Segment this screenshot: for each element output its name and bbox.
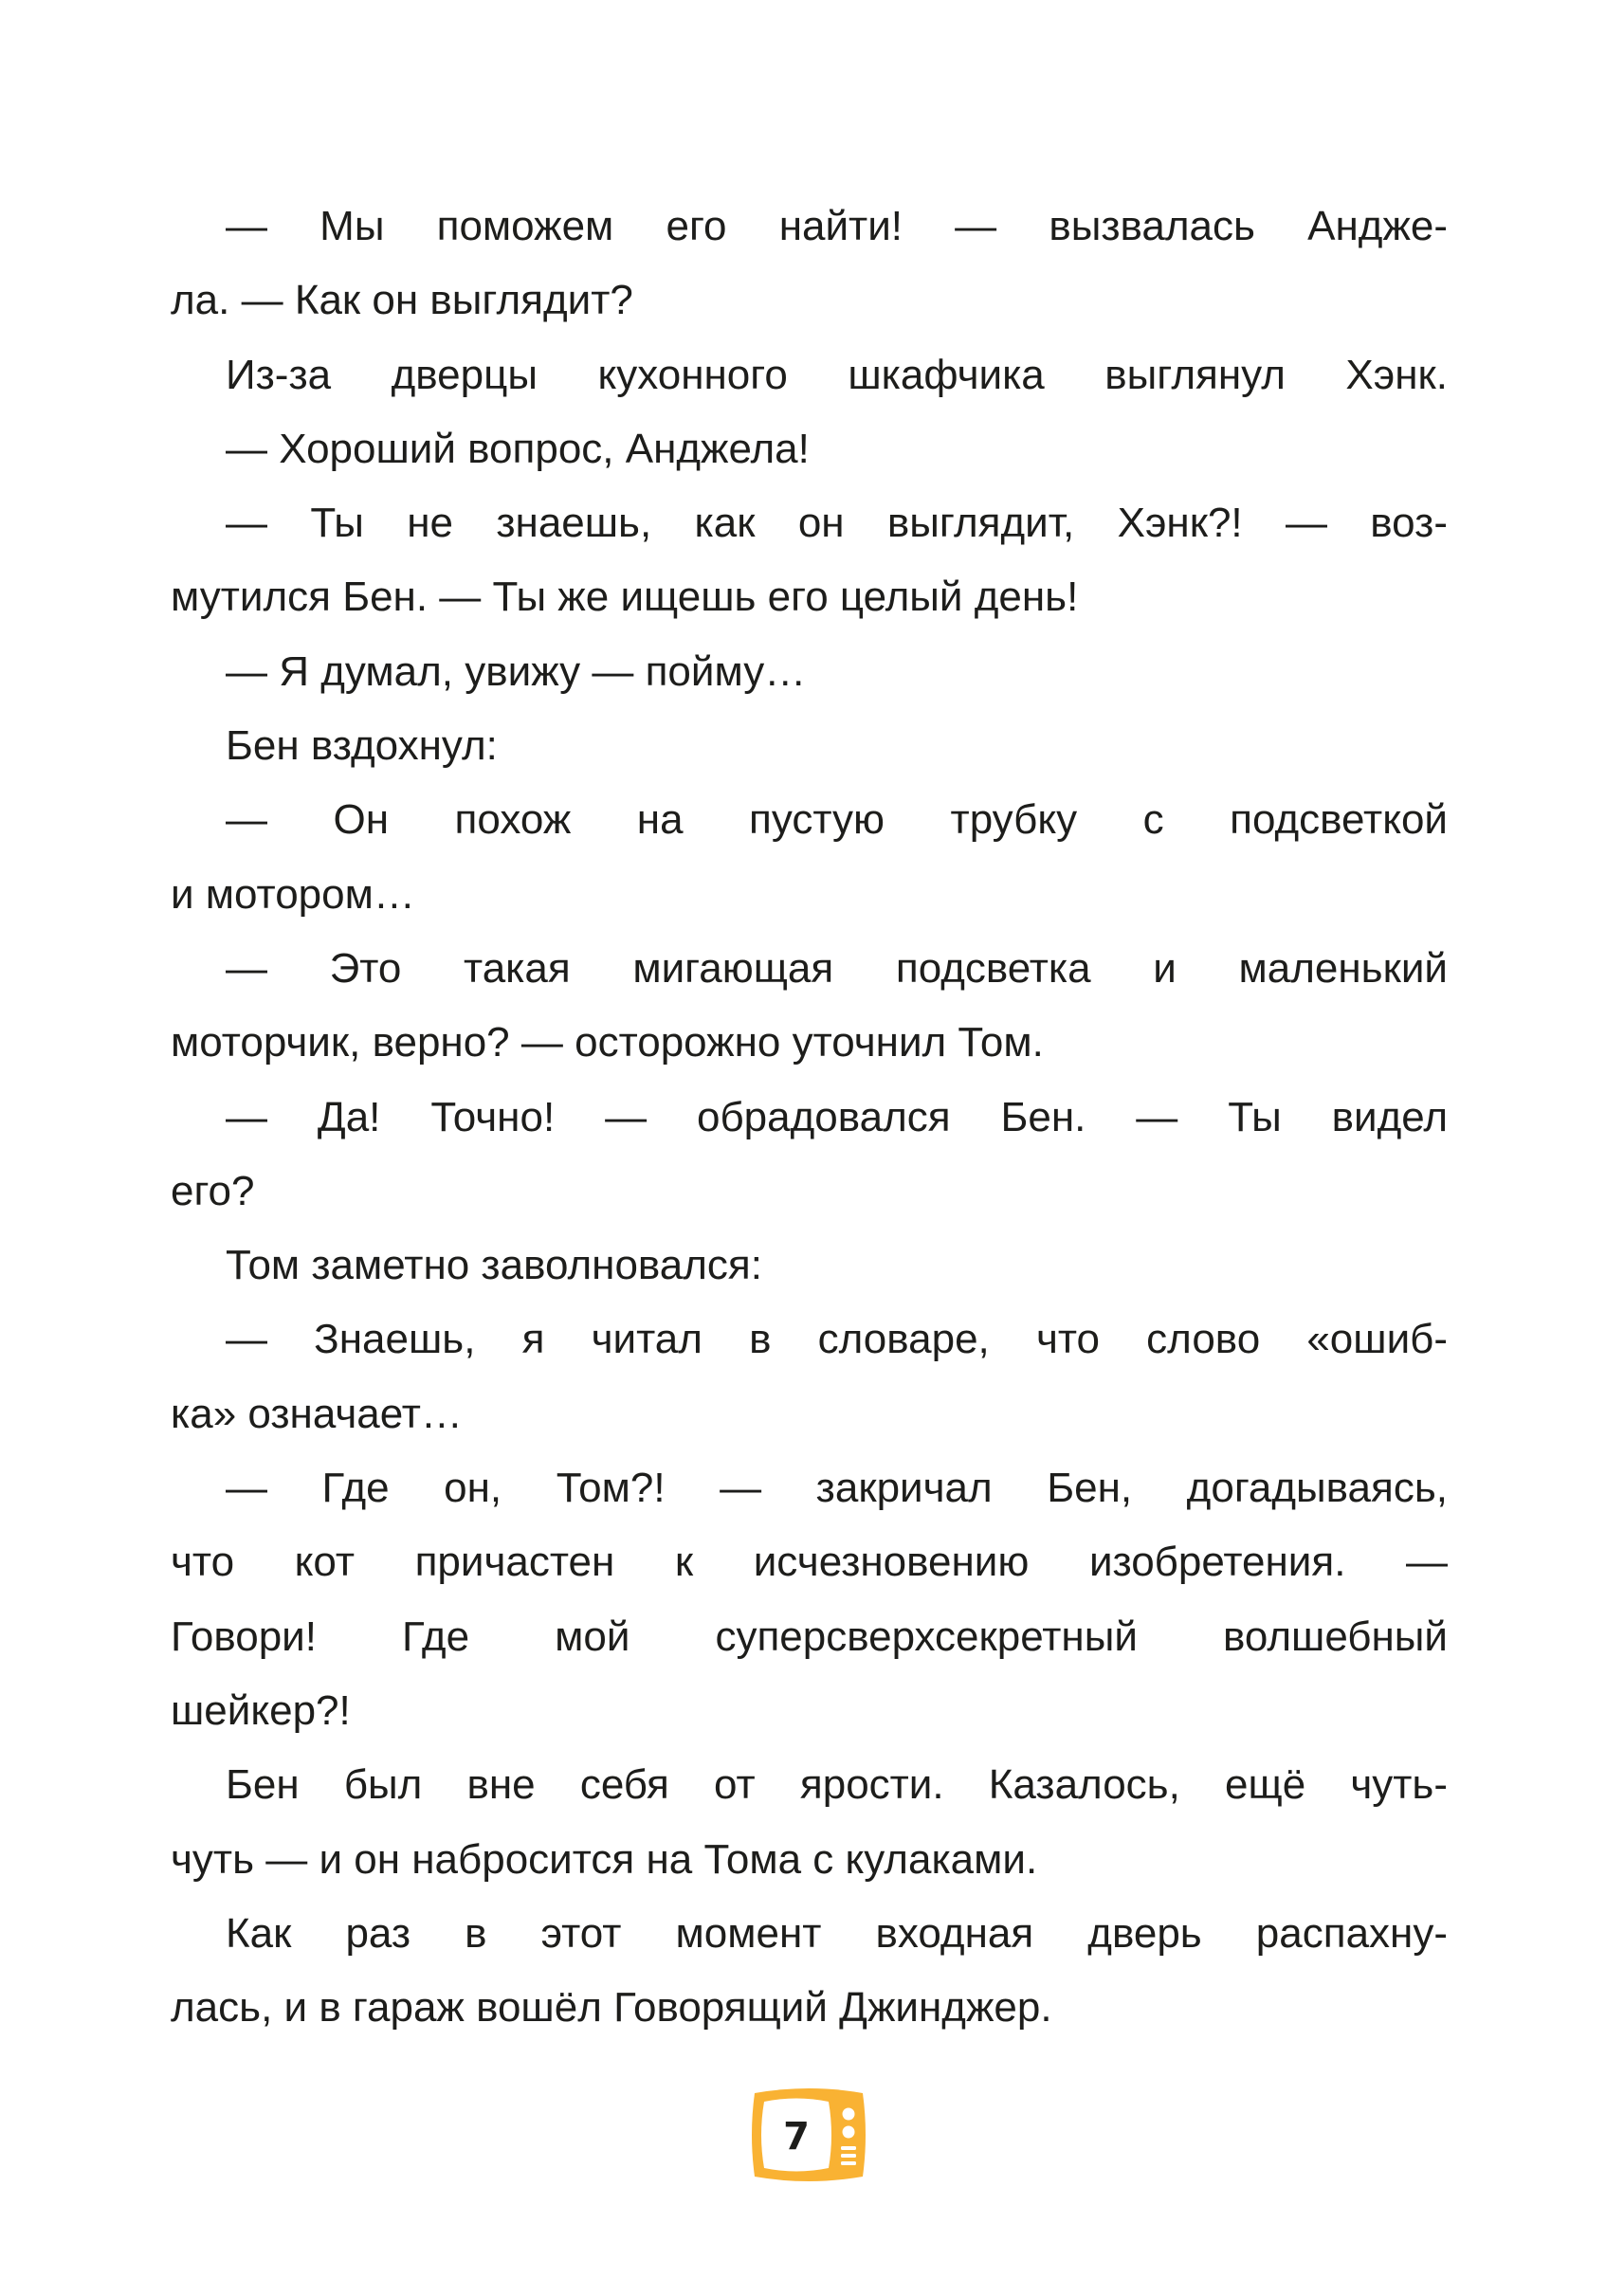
text-line: Том заметно заволновался: [226, 1242, 762, 1289]
text-line: Бен был вне себя от ярости. Казалось, ещё чуть- [226, 1761, 1448, 1809]
text-line: — Знаешь, я читал в словаре, что слово «ошиб- [226, 1316, 1448, 1363]
text-line: — Я думал, увижу — пойму… [226, 647, 807, 695]
text-line: Говори! Где мой суперсверхсекретный волшебный [171, 1613, 1448, 1660]
text-line: — Мы поможем его найти! — вызвалась Андже- [226, 203, 1448, 249]
page-number-badge [747, 2086, 870, 2184]
page-number: 7 [783, 2115, 810, 2159]
text-line: ла. — Как он выглядит? [171, 277, 633, 324]
text-line: шейкер?! [171, 1686, 351, 1734]
text-line: чуть — и он набросится на Тома с кулаками. [171, 1835, 1038, 1883]
text-line: — Он похож на пустую трубку с подсветкой [226, 796, 1448, 844]
text-line: лась, и в гараж вошёл Говорящий Джинджер. [171, 1984, 1052, 2032]
text-line: — Это такая мигающая подсветка и маленький [226, 944, 1448, 992]
text-line: моторчик, верно? — осторожно уточнил Том. [171, 1019, 1044, 1066]
text-line: и мотором… [171, 870, 415, 918]
text-line: — Ты не знаешь, как он выглядит, Хэнк?! — воз- [226, 500, 1448, 547]
text-line: его? [171, 1167, 255, 1214]
text-line: что кот причастен к исчезновению изобретения. — [171, 1539, 1448, 1586]
story-text [171, 190, 1448, 2045]
text-line: Бен вздохнул: [226, 722, 498, 770]
text-line: ка» означает… [171, 1390, 463, 1437]
text-line: Из-за дверцы кухонного шкафчика выглянул Хэнк. [226, 351, 1448, 398]
text-line: мутился Бен. — Ты же ищешь его целый день! [171, 574, 1079, 621]
text-line: — Где он, Том?! — закричал Бен, догадываясь, [226, 1465, 1448, 1512]
text-line: — Хороший вопрос, Анджела! [226, 425, 810, 472]
tv-icon [747, 2086, 870, 2184]
text-line: — Да! Точно! — обрадовался Бен. — Ты видел [226, 1093, 1448, 1140]
text-line: Как раз в этот момент входная дверь распахну- [226, 1909, 1448, 1957]
